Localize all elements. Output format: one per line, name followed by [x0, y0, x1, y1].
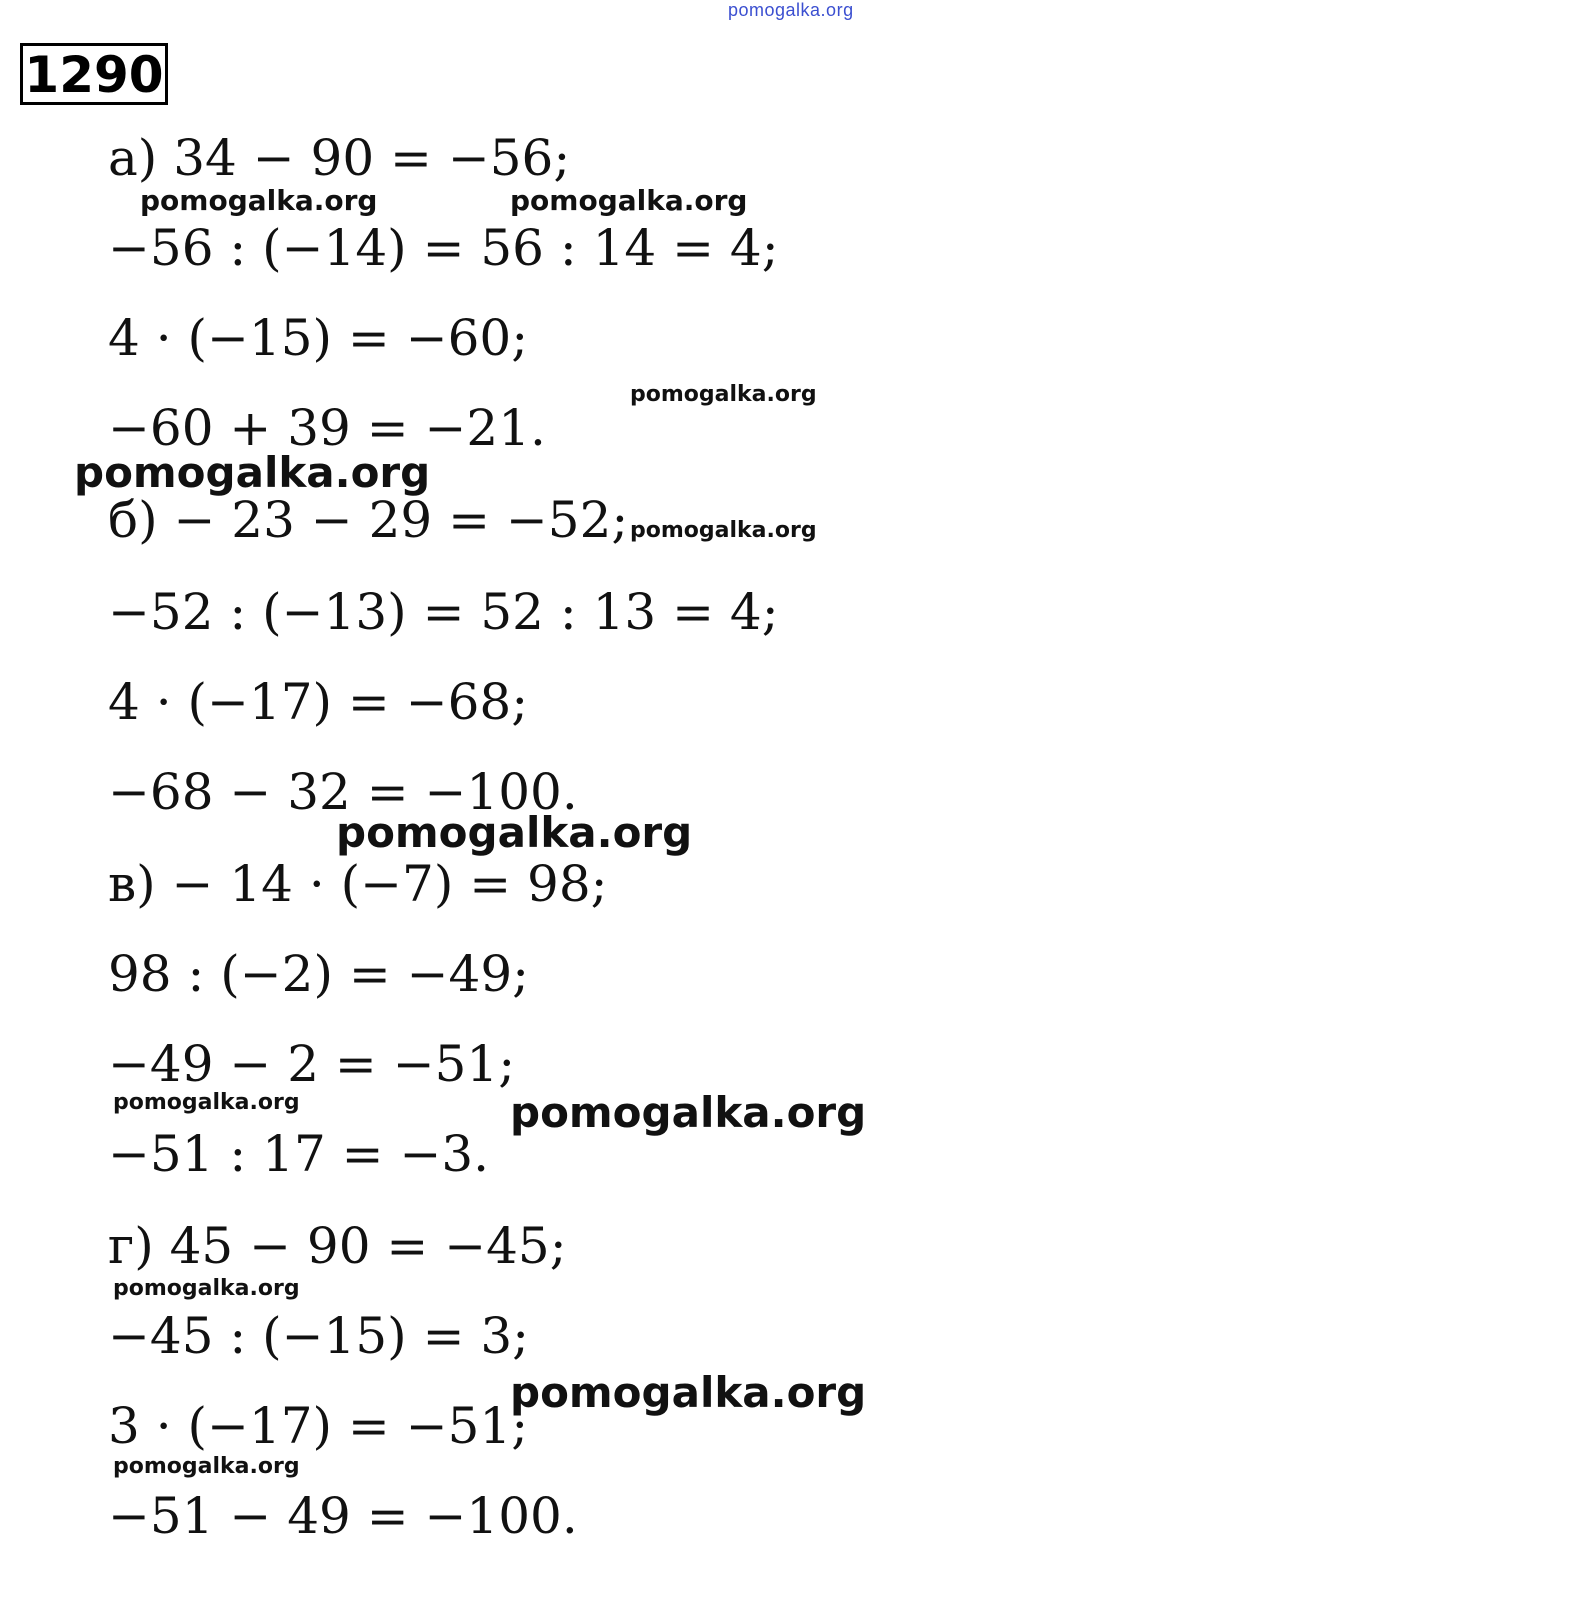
- solution-line-a1: а) 34 − 90 = −56;: [108, 129, 571, 187]
- watermark: pomogalka.org: [510, 184, 748, 217]
- solution-line-v2: 98 : (−2) = −49;: [108, 945, 530, 1003]
- solution-line-a2: −56 : (−14) = 56 : 14 = 4;: [108, 219, 779, 277]
- problem-number: 1290: [20, 43, 168, 105]
- solution-line-a4: −60 + 39 = −21.: [108, 399, 546, 457]
- solution-line-b4: −68 − 32 = −100.: [108, 763, 578, 821]
- solution-line-g3: 3 · (−17) = −51;: [108, 1397, 529, 1455]
- watermark: pomogalka.org: [113, 1454, 300, 1479]
- watermark: pomogalka.org: [74, 448, 431, 497]
- solution-line-g4: −51 − 49 = −100.: [108, 1487, 578, 1545]
- top-watermark: pomogalka.org: [728, 0, 854, 20]
- watermark: pomogalka.org: [510, 1368, 867, 1417]
- watermark: pomogalka.org: [336, 808, 693, 857]
- solution-line-b2: −52 : (−13) = 52 : 13 = 4;: [108, 583, 779, 641]
- solution-line-v1: в) − 14 · (−7) = 98;: [108, 855, 608, 913]
- watermark: pomogalka.org: [630, 518, 817, 543]
- solution-line-v3: −49 − 2 = −51;: [108, 1035, 516, 1093]
- solution-line-b1: б) − 23 − 29 = −52;: [108, 491, 629, 549]
- watermark: pomogalka.org: [510, 1088, 867, 1137]
- watermark: pomogalka.org: [630, 382, 817, 407]
- watermark: pomogalka.org: [113, 1090, 300, 1115]
- solution-line-g1: г) 45 − 90 = −45;: [108, 1217, 567, 1275]
- watermark: pomogalka.org: [140, 184, 378, 217]
- solution-line-v4: −51 : 17 = −3.: [108, 1125, 490, 1183]
- solution-line-a3: 4 · (−15) = −60;: [108, 309, 529, 367]
- solution-line-b3: 4 · (−17) = −68;: [108, 673, 529, 731]
- solution-line-g2: −45 : (−15) = 3;: [108, 1307, 530, 1365]
- watermark: pomogalka.org: [113, 1276, 300, 1301]
